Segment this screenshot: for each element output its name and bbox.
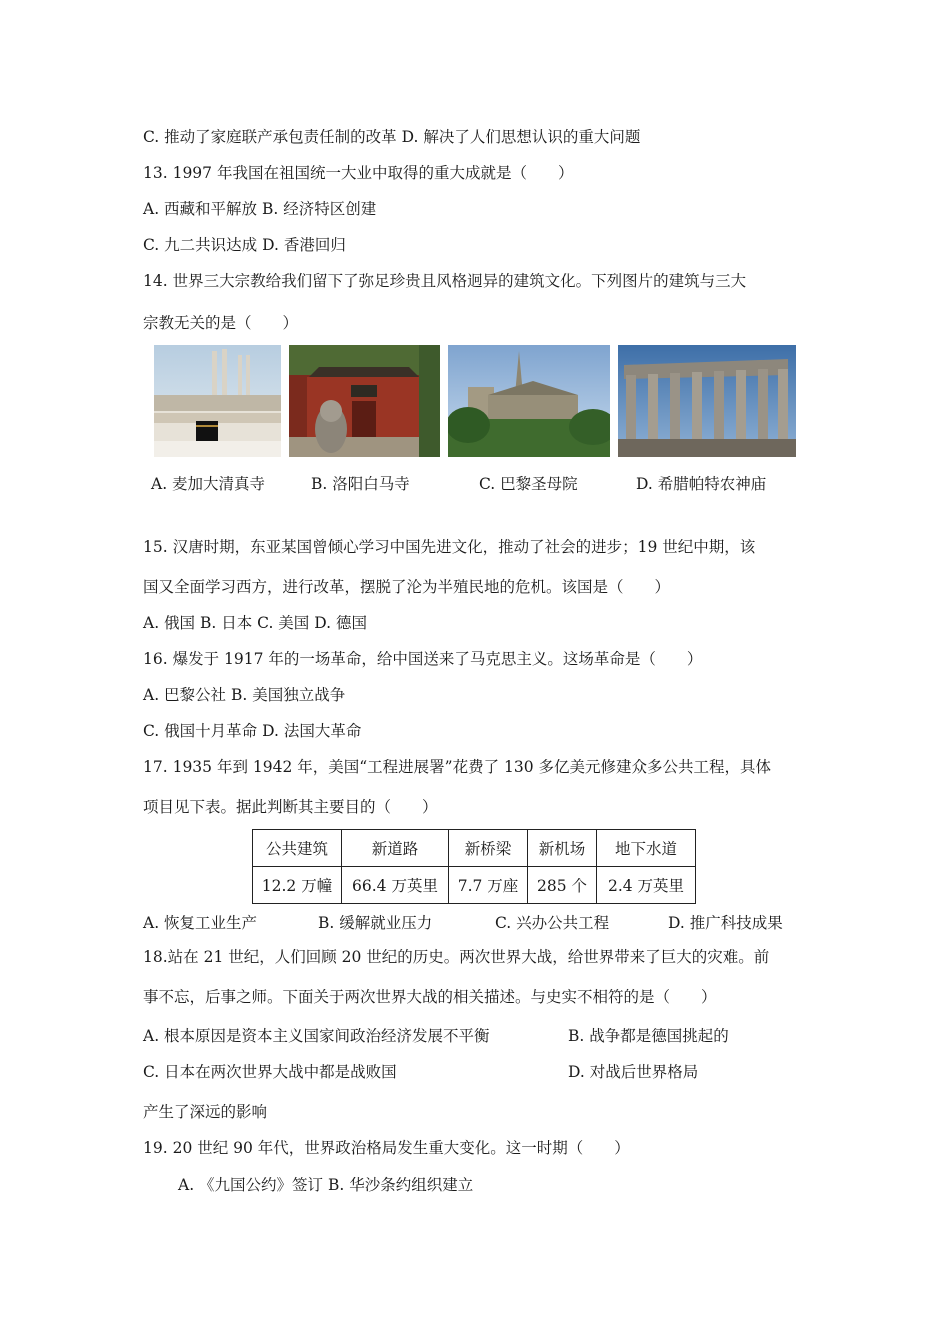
caption-b: B. 洛阳白马寺 (311, 475, 410, 493)
table-header-row (253, 830, 696, 867)
photo-mecca-mosque (154, 345, 281, 457)
table-cell: 285 个 (528, 867, 597, 904)
caption-a: A. 麦加大清真寺 (151, 475, 266, 493)
q17-option-c: C. 兴办公共工程 (495, 914, 610, 932)
question-17-stem-1: 17. 1935 年到 1942 年，美国“工程进展署”花费了 130 多亿美元修建众多公共工程，具体 (143, 758, 772, 776)
table-cell: 地下水道 (597, 830, 696, 867)
question-14-stem-2: 宗教无关的是（ ） (143, 314, 299, 332)
line-q12-option-cd: C. 推动了家庭联产承包责任制的改革 D. 解决了人们思想认识的重大问题 (143, 128, 641, 146)
question-13: 13. 1997 年我国在祖国统一大业中取得的重大成就是（ ） (143, 164, 574, 182)
question-19-options-ab: A. 《九国公约》签订 B. 华沙条约组织建立 (178, 1176, 474, 1194)
photo-notre-dame (448, 345, 610, 457)
question-18-stem-1: 18.站在 21 世纪，人们回顾 20 世纪的历史。两次世界大战，给世界带来了巨大的灾难。前 (143, 948, 770, 966)
table-cell: 2.4 万英里 (597, 867, 696, 904)
caption-d: D. 希腊帕特农神庙 (636, 475, 767, 493)
public-works-table (252, 829, 696, 904)
photo-parthenon (618, 345, 796, 457)
question-13-options-cd: C. 九二共识达成 D. 香港回归 (143, 236, 346, 254)
question-16-options-cd: C. 俄国十月革命 D. 法国大革命 (143, 722, 362, 740)
caption-c: C. 巴黎圣母院 (479, 475, 578, 493)
q17-option-d: D. 推广科技成果 (668, 914, 783, 932)
question-15-stem-1: 15. 汉唐时期，东亚某国曾倾心学习中国先进文化，推动了社会的进步；19 世纪中期，该 (143, 538, 756, 556)
table-cell: 66.4 万英里 (342, 867, 449, 904)
photo-white-horse-temple (289, 345, 440, 457)
q17-option-b: B. 缓解就业压力 (318, 914, 433, 932)
q17-option-a: A. 恢复工业生产 (143, 914, 258, 932)
question-15-stem-2: 国又全面学习西方，进行改革，摆脱了沦为半殖民地的危机。该国是（ ） (143, 578, 671, 596)
question-15-options: A. 俄国 B. 日本 C. 美国 D. 德国 (143, 614, 367, 632)
question-18-option-d-continued: 产生了深远的影响 (143, 1103, 268, 1121)
table-cell: 新道路 (342, 830, 449, 867)
q18-option-c: C. 日本在两次世界大战中都是战败国 (143, 1063, 397, 1081)
question-16-options-ab: A. 巴黎公社 B. 美国独立战争 (143, 686, 346, 704)
table-cell: 12.2 万幢 (253, 867, 342, 904)
table-cell: 新桥梁 (449, 830, 528, 867)
question-16: 16. 爆发于 1917 年的一场革命，给中国送来了马克思主义。这场革命是（ ） (143, 650, 703, 668)
question-19: 19. 20 世纪 90 年代，世界政治格局发生重大变化。这一时期（ ） (143, 1139, 630, 1157)
table-cell: 公共建筑 (253, 830, 342, 867)
question-13-options-ab: A. 西藏和平解放 B. 经济特区创建 (143, 200, 377, 218)
table-cell: 7.7 万座 (449, 867, 528, 904)
q18-option-d: D. 对战后世界格局 (568, 1063, 699, 1081)
table-row (253, 867, 696, 904)
question-17-stem-2: 项目见下表。据此判断其主要目的（ ） (143, 798, 438, 816)
question-14-stem-1: 14. 世界三大宗教给我们留下了弥足珍贵且风格迥异的建筑文化。下列图片的建筑与三大 (143, 272, 747, 290)
question-18-stem-2: 事不忘，后事之师。下面关于两次世界大战的相关描述。与史实不相符的是（ ） (143, 988, 717, 1006)
q18-option-a: A. 根本原因是资本主义国家间政治经济发展不平衡 (143, 1027, 490, 1045)
table-cell: 新机场 (528, 830, 597, 867)
q18-option-b: B. 战争都是德国挑起的 (568, 1027, 729, 1045)
